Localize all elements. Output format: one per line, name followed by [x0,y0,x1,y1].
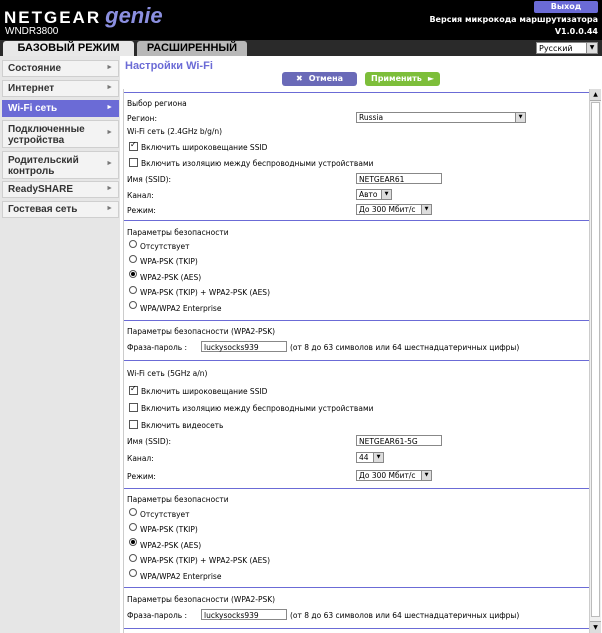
divider [124,628,590,629]
sidebar-item-label-line1: Подключенные [8,124,85,135]
security24-option-label: Отсутствует [140,242,190,251]
region-value: Russia [359,113,384,122]
security24-none-radio[interactable] [129,240,137,248]
wifi5-mode-select[interactable] [356,470,432,481]
security5-option-label: WPA/WPA2 Enterprise [140,572,222,581]
sidebar-item-label-line1: Родительский [8,155,79,166]
wifi5-ssid-input[interactable]: NETGEAR61-5G [356,435,442,446]
wifi5-broadcast-checkbox[interactable] [129,386,138,395]
security5-option-label: WPA2-PSK (AES) [140,541,202,550]
security24-heading: Параметры безопасности [127,228,229,237]
security5-heading: Параметры безопасности [127,495,229,504]
region-heading: Выбор региона [127,99,187,108]
chevron-right-icon: ► [106,63,113,71]
logout-button[interactable]: Выход [534,1,598,13]
model-name: WNDR3800 [5,26,59,37]
sidebar-item-label: Интернет [8,83,55,94]
security24-pass-label: Фраза-пароль : [127,343,188,352]
security5-option-label: Отсутствует [140,510,190,519]
language-value: Русский [539,44,573,53]
header-bar [0,0,602,40]
chevron-down-icon: ▼ [381,190,391,199]
security5-tkip-radio[interactable] [129,523,137,531]
security24-pass-hint: (от 8 до 63 символов или 64 шестнадцатеричных цифры) [290,343,520,352]
wifi24-mode-select[interactable] [356,204,432,215]
sidebar-item-label: ReadySHARE [8,184,74,195]
wifi24-ssid-label: Имя (SSID): [127,175,172,184]
security24-mixed-radio[interactable] [129,286,137,294]
cancel-button[interactable] [282,72,357,86]
chevron-right-icon: ► [106,160,113,167]
sidebar-item-readyshare[interactable] [2,181,119,198]
region-label: Регион: [127,114,157,123]
wifi24-channel-value: Авто [359,190,378,199]
security24-option-label: WPA-PSK (TKIP) + WPA2-PSK (AES) [140,288,270,297]
page-title: Настройки Wi-Fi [125,60,213,72]
sidebar-item-label: Wi-Fi сеть [8,103,58,114]
chevron-down-icon: ▼ [515,113,525,122]
sidebar-item-label: Состояние [8,63,62,74]
chevron-right-icon: ► [106,184,113,192]
wifi24-channel-label: Канал: [127,191,154,200]
sidebar-item-guest[interactable] [2,201,119,218]
wifi24-mode-label: Режим: [127,206,156,215]
wifi5-ssid-label: Имя (SSID): [127,437,172,446]
divider [124,488,590,489]
sidebar-item-wifi[interactable] [2,100,119,117]
security5-pass-hint: (от 8 до 63 символов или 64 шестнадцатеричных цифры) [290,611,520,620]
settings-panel [123,89,590,633]
security24-psk-heading: Параметры безопасности (WPA2-PSK) [127,327,276,336]
wifi24-channel-select[interactable] [356,189,392,200]
security24-option-label: WPA/WPA2 Enterprise [140,304,222,313]
sidebar-item-label-line2: контроль [8,166,55,177]
wifi5-video-checkbox[interactable] [129,420,138,429]
security5-none-radio[interactable] [129,508,137,516]
security5-enterprise-radio[interactable] [129,569,137,577]
wifi24-mode-value: До 300 Мбит/с [359,205,416,214]
sidebar-item-label-line2: устройства [8,135,65,146]
security24-tkip-radio[interactable] [129,255,137,263]
security5-psk-heading: Параметры безопасности (WPA2-PSK) [127,595,276,604]
content-scrollbar[interactable] [589,89,601,633]
sidebar-item-status[interactable] [2,60,119,77]
chevron-down-icon: ▼ [421,205,431,214]
wifi24-ssid-input[interactable]: NETGEAR61 [356,173,442,184]
arrow-right-icon: ► [427,74,434,83]
wifi5-mode-label: Режим: [127,472,156,481]
wifi5-heading: Wi-Fi сеть (5GHz a/n) [127,369,208,378]
wifi24-broadcast-checkbox[interactable] [129,142,138,151]
security24-option-label: WPA-PSK (TKIP) [140,257,198,266]
wifi5-channel-value: 44 [359,453,369,462]
security24-pass-input[interactable]: luckysocks939 [201,341,287,352]
chevron-down-icon: ▼ [421,471,431,480]
firmware-label: Версия микрокода маршрутизатора [429,15,598,24]
wifi5-video-label: Включить видеосеть [141,421,224,430]
wifi5-isolation-checkbox[interactable] [129,403,138,412]
chevron-down-icon: ▼ [373,453,383,462]
chevron-right-icon: ► [106,103,113,111]
wifi5-broadcast-label: Включить широковещание SSID [141,387,268,396]
divider [124,92,590,93]
region-select[interactable] [356,112,526,123]
divider [124,587,590,588]
scroll-up-icon[interactable]: ▲ [590,89,601,101]
wifi5-channel-select[interactable] [356,452,384,463]
security24-option-label: WPA2-PSK (AES) [140,273,202,282]
tab-advanced[interactable]: РАСШИРЕННЫЙ [137,41,247,56]
divider [124,320,590,321]
security24-aes-radio[interactable] [129,270,137,278]
wifi5-channel-label: Канал: [127,454,154,463]
firmware-version: V1.0.0.44 [554,27,598,36]
security5-pass-input[interactable]: luckysocks939 [201,609,287,620]
scroll-down-icon[interactable]: ▼ [590,621,601,633]
sidebar-item-label: Гостевая сеть [8,204,78,215]
chevron-right-icon: ► [106,129,113,136]
sidebar-item-devices[interactable] [2,120,119,148]
apply-button[interactable] [365,72,440,86]
apply-label: Применить [371,74,422,83]
scroll-thumb[interactable] [591,102,600,617]
security5-mixed-radio[interactable] [129,554,137,562]
security5-aes-radio[interactable] [129,538,137,546]
language-select[interactable] [536,42,598,54]
sidebar-item-parental[interactable] [2,151,119,179]
chevron-right-icon: ► [106,204,113,212]
sidebar-item-internet[interactable] [2,80,119,97]
brand-name: NETGEAR [4,8,102,27]
divider [124,360,590,361]
security24-enterprise-radio[interactable] [129,301,137,309]
wifi5-isolation-label: Включить изоляцию между беспроводными устройствами [141,404,374,413]
close-icon: ✖ [295,74,303,83]
wifi5-mode-value: До 300 Мбит/с [359,471,416,480]
divider [124,220,590,221]
chevron-right-icon: ► [106,83,113,91]
wifi24-isolation-checkbox[interactable] [129,158,138,167]
security5-pass-label: Фраза-пароль : [127,611,188,620]
cancel-label: Отмена [308,74,344,83]
wifi24-isolation-label: Включить изоляцию между беспроводными устройствами [141,159,374,168]
product-name: genie [105,3,163,28]
security5-option-label: WPA-PSK (TKIP) + WPA2-PSK (AES) [140,556,270,565]
chevron-down-icon: ▼ [586,43,597,53]
wifi24-heading: Wi-Fi сеть (2.4GHz b/g/n) [127,127,223,136]
security5-option-label: WPA-PSK (TKIP) [140,525,198,534]
tab-basic[interactable]: БАЗОВЫЙ РЕЖИМ [3,41,134,56]
wifi24-broadcast-label: Включить широковещание SSID [141,143,268,152]
